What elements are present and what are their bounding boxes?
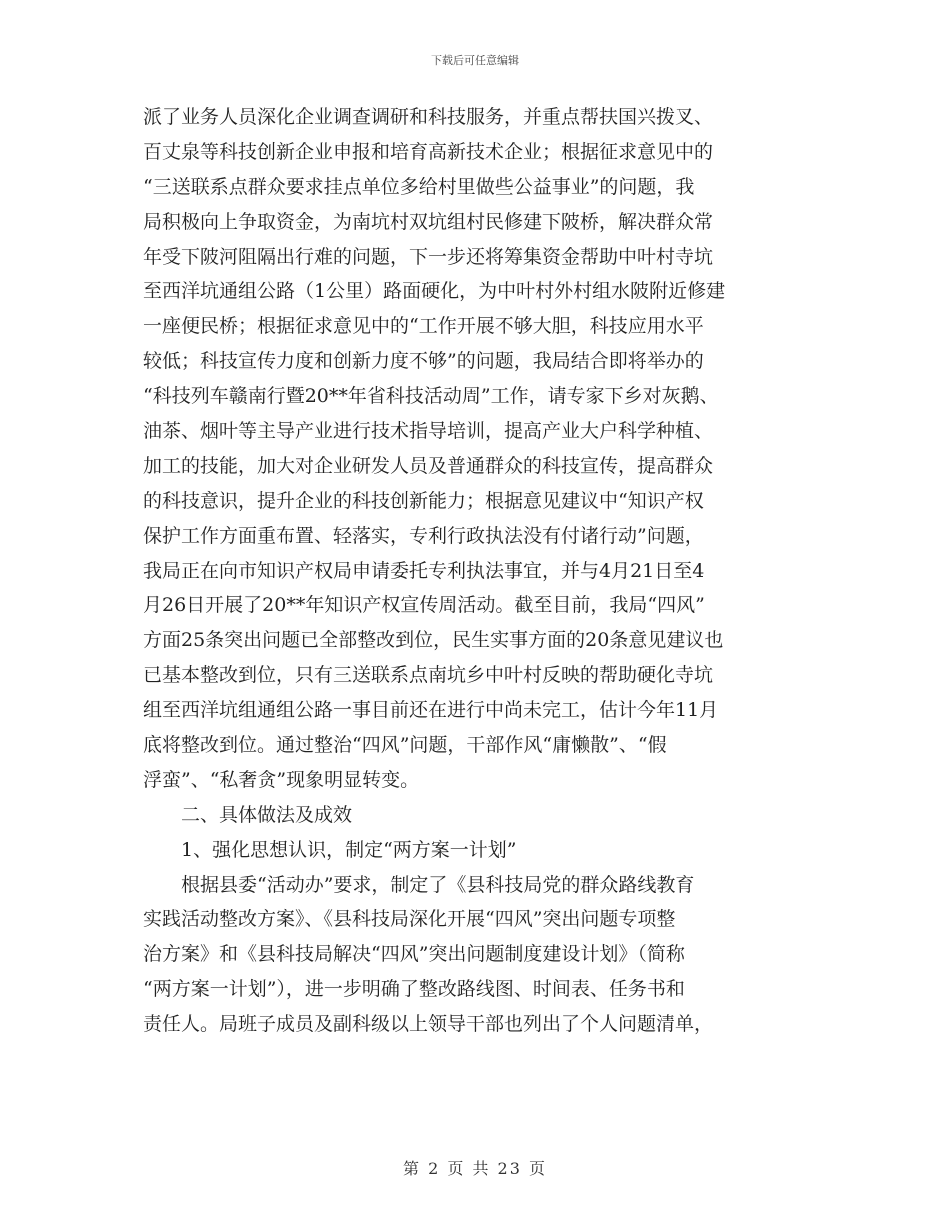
text-line: 保护工作方面重布置、轻落实，专利行政执法没有付诸行动”问题， bbox=[143, 524, 704, 547]
text-line: 派了业务人员深化企业调查调研和科技服务，并重点帮扶国兴拨叉、 bbox=[143, 106, 714, 128]
text-line: 加工的技能，加大对企业研发人员及普通群众的科技宣传，提高群众 bbox=[143, 454, 714, 477]
subsection-heading: 1、强化思想认识，制定“两方案一计划” bbox=[143, 838, 517, 861]
text-line: 我局正在向市知识产权局申请委托专利执法事宜，并与4月21日至4 bbox=[143, 559, 705, 582]
text-line: 一座便民桥；根据征求意见中的“工作开展不够大胆，科技应用水平 bbox=[143, 315, 704, 338]
text-line: “两方案一计划”），进一步明确了整改路线图、时间表、任务书和 bbox=[143, 978, 685, 1001]
text-line: “三送联系点群众要求挂点单位多给村里做些公益事业”的问题，我 bbox=[143, 175, 695, 198]
text-line: 根据县委“活动办”要求，制定了《县科技局党的群众路线教育 bbox=[143, 873, 695, 896]
text-line: 年受下陂河阻隔出行难的问题，下一步还将筹集资金帮助中叶村寺坑 bbox=[143, 245, 714, 268]
page-number-footer: 第 2 页 共 23 页 bbox=[403, 1159, 547, 1178]
document-body bbox=[143, 100, 813, 1042]
text-line: 较低；科技宣传力度和创新力度不够”的问题，我局结合即将举办的 bbox=[143, 350, 704, 373]
text-line: 局积极向上争取资金，为南坑村双坑组村民修建下陂桥，解决群众常 bbox=[143, 210, 714, 233]
text-line: 实践活动整改方案》、《县科技局深化开展“四风”突出问题专项整 bbox=[143, 908, 676, 931]
text-line: 至西洋坑通组公路（1公里）路面硬化，为中叶村外村组水陂附近修建 bbox=[143, 280, 726, 303]
text-line: 已基本整改到位，只有三送联系点南坑乡中叶村反映的帮助硬化寺坑 bbox=[143, 664, 714, 687]
text-line: 的科技意识，提升企业的科技创新能力；根据意见建议中“知识产权 bbox=[143, 489, 704, 512]
text-line: 月26日开展了20**年知识产权宣传周活动。截至目前，我局“四风” bbox=[143, 594, 705, 617]
section-heading: 二、具体做法及成效 bbox=[143, 803, 353, 826]
page-header: 下载后可任意编辑 bbox=[431, 54, 519, 67]
text-line: 方面25条突出问题已全部整改到位，民生实事方面的20条意见建议也 bbox=[143, 629, 724, 652]
text-line: 责任人。局班子成员及副科级以上领导干部也列出了个人问题清单， bbox=[143, 1013, 714, 1036]
text-line: 油茶、烟叶等主导产业进行技术指导培训，提高产业大户科学种植、 bbox=[143, 420, 714, 443]
text-line: 治方案》和《县科技局解决“四风”突出问题制度建设计划》（简称 bbox=[143, 943, 685, 966]
text-line: 浮蛮”、“私奢贪”现象明显转变。 bbox=[143, 768, 420, 791]
text-line: 百丈泉等科技创新企业申报和培育高新技术企业；根据征求意见中的 bbox=[143, 140, 714, 163]
text-line: 组至西洋坑组通组公路一事目前还在进行中尚未完工，估计今年11月 bbox=[143, 699, 719, 722]
text-line: “科技列车赣南行暨20**年省科技活动周”工作，请专家下乡对灰鹅、 bbox=[143, 385, 719, 408]
text-line: 底将整改到位。通过整治“四风”问题，干部作风“庸懒散”、“假 bbox=[143, 734, 667, 757]
